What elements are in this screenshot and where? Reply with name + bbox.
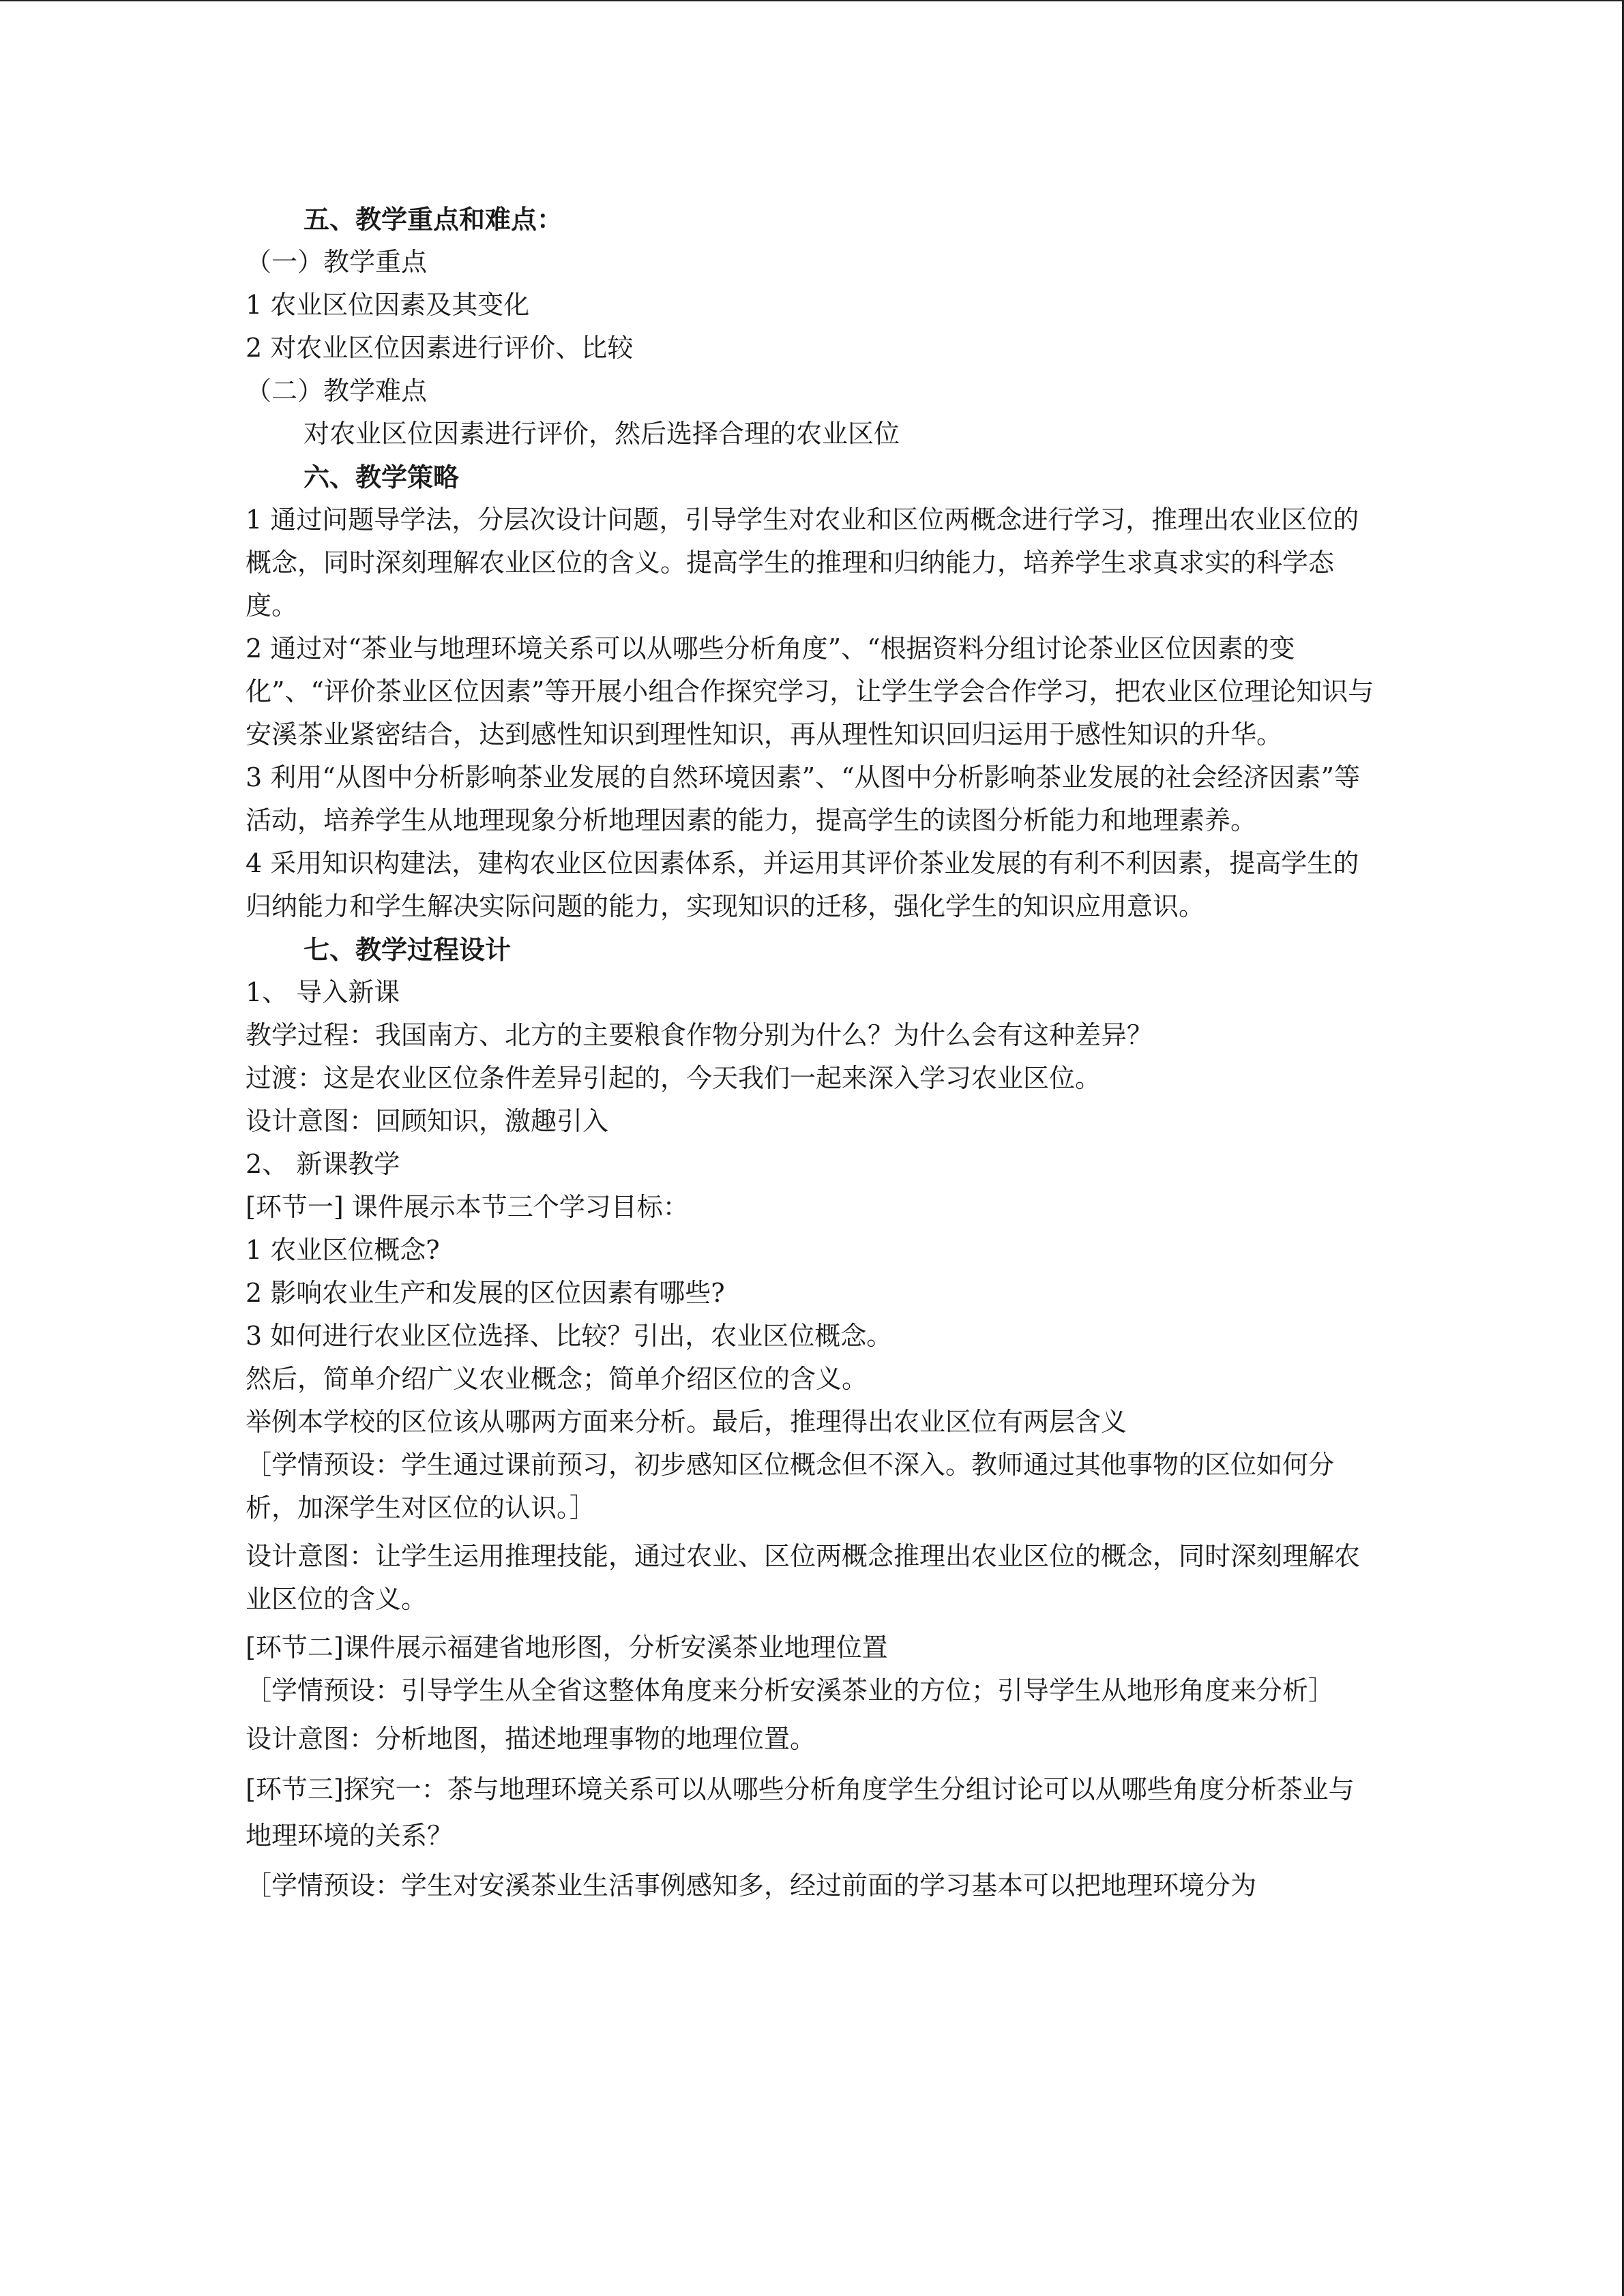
section-5-heading: 五、教学重点和难点： [304, 204, 563, 235]
section-7-heading: 七、教学过程设计 [304, 934, 512, 965]
goal-1: 1 农业区位概念? [246, 1235, 440, 1265]
preset-1: ［学情预设：学生通过课前预习，初步感知区位概念但不深入。教师通过其他事物的区位如何分析，加深学生对区位的认识。］ [246, 1450, 1335, 1523]
step-2-title: 2、 新课教学 [246, 1149, 400, 1179]
step-1-title: 1、 导入新课 [246, 977, 400, 1007]
strategy-2: 2 通过对“茶业与地理环境关系可以从哪些分析角度”、“根据资料分组讨论茶业区位因素的变化”、“评价茶业区位因素”等开展小组合作探究学习，让学生学会合作学习，把农业区位理论知识与安溪茶业紧密结合，达到感性知识到理性知识，再从理性知识回归运用于感性知识的升华。 [246, 633, 1374, 749]
intro-2: 举例本学校的区位该从哪两方面来分析。最后，推理得出农业区位有两层含义 [246, 1407, 1127, 1437]
strategy-1: 1 通过问题导学法，分层次设计问题，引导学生对农业和区位两概念进行学习，推理出农业区位的概念，同时深刻理解农业区位的含义。提高学生的推理和归纳能力，培养学生求真求实的科学态度。 [246, 505, 1359, 621]
preset-2: ［学情预设：引导学生从全省这整体角度来分析安溪茶业的方位；引导学生从地形角度来分析］ [246, 1675, 1335, 1705]
link-1-title: [环节一] 课件展示本节三个学习目标： [246, 1192, 689, 1222]
document-body [246, 198, 1378, 1907]
step-1-intent: 设计意图：回顾知识，激趣引入 [246, 1106, 609, 1136]
key-point-2: 2 对农业区位因素进行评价、比较 [246, 333, 634, 363]
intro-1: 然后，简单介绍广义农业概念；简单介绍区位的含义。 [246, 1364, 868, 1394]
step-1-transition: 过渡：这是农业区位条件差异引起的，今天我们一起来深入学习农业区位。 [246, 1063, 1102, 1093]
page-top-border [0, 0, 1624, 1]
link-3-title: [环节三]探究一：茶与地理环境关系可以从哪些分析角度学生分组讨论可以从哪些角度分析茶业与地理环境的关系？ [246, 1774, 1355, 1851]
goal-3: 3 如何进行农业区位选择、比较？引出，农业区位概念。 [246, 1321, 893, 1351]
preset-3: ［学情预设：学生对安溪茶业生活事例感知多，经过前面的学习基本可以把地理环境分为 [246, 1870, 1257, 1900]
section-5-sub2: （二）教学难点 [246, 376, 428, 406]
goal-2: 2 影响农业生产和发展的区位因素有哪些? [246, 1278, 725, 1308]
link-2-title: [环节二]课件展示福建省地形图，分析安溪茶业地理位置 [246, 1632, 888, 1663]
section-6-heading: 六、教学策略 [304, 462, 460, 492]
step-1-process: 教学过程：我国南方、北方的主要粮食作物分别为什么？为什么会有这种差异？ [246, 1020, 1153, 1050]
strategy-4: 4 采用知识构建法，建构农业区位因素体系，并运用其评价茶业发展的有利不利因素，提高学生的归纳能力和学生解决实际问题的能力，实现知识的迁移，强化学生的知识应用意识。 [246, 848, 1359, 921]
difficulty-text: 对农业区位因素进行评价，然后选择合理的农业区位 [304, 419, 900, 449]
section-5-sub1: （一）教学重点 [246, 247, 428, 277]
key-point-1: 1 农业区位因素及其变化 [246, 290, 530, 320]
strategy-3: 3 利用“从图中分析影响茶业发展的自然环境因素”、“从图中分析影响茶业发展的社会经济因素”等活动，培养学生从地理现象分析地理因素的能力，提高学生的读图分析能力和地理素养。 [246, 762, 1360, 835]
intent-1: 设计意图：让学生运用推理技能，通过农业、区位两概念推理出农业区位的概念，同时深刻理解农业区位的含义。 [246, 1541, 1361, 1614]
intent-2: 设计意图：分析地图，描述地理事物的地理位置。 [246, 1724, 816, 1754]
